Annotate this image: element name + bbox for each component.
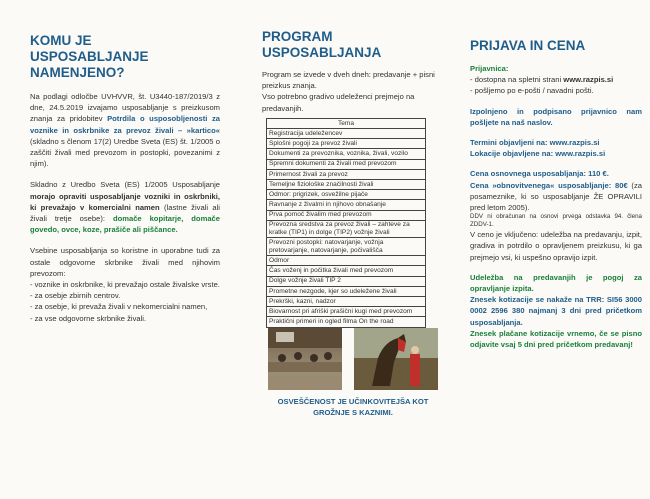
- who-list-item: - za vse odgovorne skrbnike živali.: [30, 313, 147, 323]
- price-basic: Cena osnovnega usposabljanja: 110 €.: [470, 169, 609, 179]
- table-row: Dolge vožnje živali TIP 2: [267, 276, 426, 286]
- table-row: Odmor: [267, 256, 426, 266]
- razpis-link[interactable]: www.razpis.si: [549, 138, 600, 148]
- prijavnica-label: Prijavnica:: [470, 64, 509, 73]
- program-table: [266, 118, 426, 328]
- attendance-requirement: Udeležba na predavanjih je pogoj za opravljanje izpita.: [470, 272, 642, 294]
- table-row: Splošni pogoji za prevoz živali: [267, 139, 426, 149]
- who-list-item: - za osebje, ki prevaža živali v nekomercialni namen,: [30, 302, 208, 312]
- column-program: [262, 0, 442, 328]
- razpis-link[interactable]: www.razpis.si: [563, 75, 614, 85]
- awareness-slogan: OSVEŠČENOST JE UČINKOVITEJŠA KOT GROŽNJE S KAZNIMI.: [277, 397, 429, 417]
- table-row: Biovarnost pri afriški prašični kugi med prevozom: [267, 307, 426, 317]
- table-row: Dokumenti za prevoznika, voznika, živali, vozilo: [267, 149, 426, 159]
- table-header: Tema: [267, 118, 426, 128]
- table-row: Prevozni postopki: natovarjanje, vožnja pretovarjanje, natovarjanje, počivališča: [267, 238, 426, 256]
- price-renewal: Cena »obnovitvenega« usposabljanje: 80€ (za posameznike, ki so usposabljanje ŽE OPRAVILI pred letom 2005).: [470, 180, 642, 213]
- program-title: PROGRAM USPOSABLJANJA: [262, 29, 382, 60]
- program-intro-1: Program se izvede v dveh dneh: predavanje + pisni preizkus znanja.: [262, 70, 435, 91]
- prijavnica-line-2: - pošljemo po e-pošti / navadni pošti.: [470, 86, 594, 96]
- table-row: Primernost živali za prevoz: [267, 169, 426, 179]
- column-registration: [470, 0, 642, 350]
- table-row: Ravnanje z živalmi in njihovo obnašanje: [267, 200, 426, 210]
- table-row: Prometne nezgode, kjer so udeležene živali: [267, 286, 426, 296]
- included-note: V ceno je vključeno: udeležba na predavanju, izpit, gradiva in potrdilo o opravljenem preizkusu, ki ga prejmejo vsi, ki uspešno opravijo izpit.: [470, 230, 642, 262]
- prijavnica-line-1: - dostopna na spletni strani www.razpis.si: [470, 75, 614, 85]
- registration-title: PRIJAVA IN CENA: [470, 38, 586, 53]
- refund-policy: Znesek plačane kotizacije vrnemo, če se pisno odjavite vsaj 5 dni pred pričetkom predavanj!: [470, 328, 642, 350]
- table-row: Odmor: prigrizek, osvežilne pijače: [267, 190, 426, 200]
- table-row: Prva pomoč živalim med prevozom: [267, 210, 426, 220]
- table-row: Temeljne fiziološke značilnosti živali: [267, 179, 426, 189]
- submit-note: Izpolnjeno in podpisano prijavnico nam pošljete na naš naslov.: [470, 106, 642, 127]
- locations-line: Lokacije objavljene na: www.razpis.si: [470, 149, 606, 159]
- column-who: [30, 0, 220, 324]
- photos: [268, 328, 438, 390]
- payment-instructions: Znesek kotizacije se nakaže na TRR: SI56 3000 0002 2596 380 najmanj 3 dni pred pričetkom usposabljanja.: [470, 295, 642, 327]
- table-row: Prekrški, kazni, nadzor: [267, 297, 426, 307]
- who-paragraph-3: Vsebine usposabljanja so koristne in uporabne tudi za ostale odgovorne skrbnike živali med njihovim prevozom:: [30, 246, 220, 278]
- classroom-photo: [268, 328, 342, 390]
- razpis-link[interactable]: www.razpis.si: [555, 149, 606, 159]
- table-row: Čas voženj in počitka živali med prevozom: [267, 266, 426, 276]
- program-intro-2: Vso potrebno gradivo udeleženci prejmejo na predavanjih.: [262, 92, 415, 113]
- who-list-item: - za osebje zbirnih centrov.: [30, 291, 121, 301]
- dates-line: Termini objavljeni na: www.razpis.si: [470, 138, 600, 148]
- who-list-item: - voznike in oskrbnike, ki prevažajo ostale živalske vrste.: [30, 280, 220, 290]
- vat-note: DDV ni obračunan na osnovi prvega odstavka 94. člena ZDDV-1.: [470, 213, 642, 229]
- table-row: Spremni dokumenti za živali med prevozom: [267, 159, 426, 169]
- table-row: Prevozna sredstva za prevoz živali – zahteve za kratke (TIP1) in dolge (TIP2) vožnje živali: [267, 220, 426, 238]
- who-paragraph-1: Na podlagi odločbe UVHVVR, št. U3440-187/2019/3 z dne, 24.5.2019 izvajamo usposabljanje s preizkusom znanja za pridobitev Potrdila o usposobljenosti za voznike in oskrbnike za prevoz živali – »kartico« (skladno s členom 17(2) Uredbe Sveta (ES) št. 1/2005 o zaščiti živali med prevozom in postopki, povezanimi z njim).: [30, 92, 221, 169]
- who-paragraph-2: Skladno z Uredbo Sveta (ES) 1/2005 Usposabljanje morajo opraviti usposabljanje vozniki in oskrbniki, ki prevažajo v komercialni namen (lastne živali ali živali tretje osebe): domače kopitarje, domače govedo, ovce, koze, prašiče ali piščance.: [30, 180, 220, 235]
- horse-photo: [354, 328, 438, 390]
- table-row: Praktični primeri in ogled filma On the road: [267, 317, 426, 327]
- who-title: KOMU JE USPOSABLJANJE NAMENJENO?: [30, 33, 149, 80]
- table-row: Registracija udeležencev: [267, 129, 426, 139]
